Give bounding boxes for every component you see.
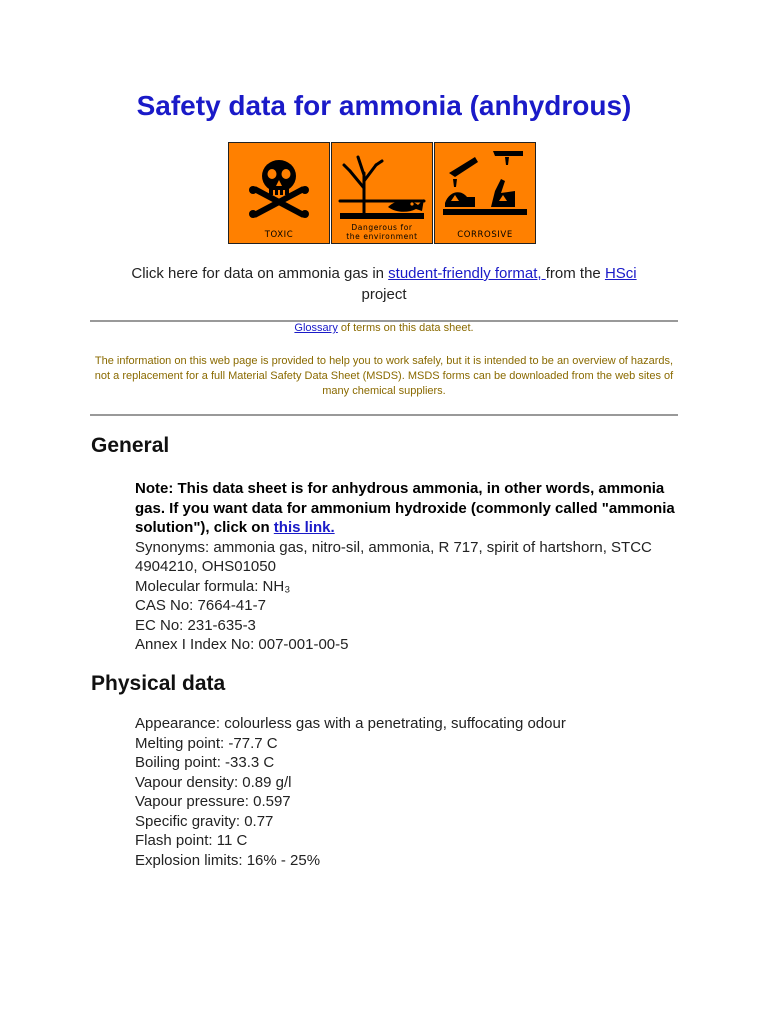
general-note-text: Note: This data sheet is for anhydrous ammonia, in other words, ammonia gas. If you want data for ammonium hydroxide (commonly called "ammonia solution"), click on	[135, 480, 675, 536]
hazard-label-corrosive: CORROSIVE	[457, 230, 513, 240]
glossary-text: of terms on this data sheet.	[337, 322, 474, 334]
ec-number: EC No: 231-635-3	[135, 616, 256, 634]
cas-number: CAS No: 7664-41-7	[135, 597, 266, 614]
hazard-label-environment	[332, 223, 432, 241]
intro-middle: from the	[545, 265, 605, 282]
specific-gravity: Specific gravity: 0.77	[135, 812, 274, 830]
general-section	[135, 479, 695, 655]
dead-tree-fish-icon	[332, 143, 432, 225]
section-heading-general: General	[91, 434, 170, 457]
divider-bottom	[90, 414, 678, 416]
melting-point: Melting point: -77.7 C	[135, 734, 278, 752]
intro-after: project	[361, 286, 407, 303]
molecular-formula: Molecular formula: NH₃	[135, 577, 291, 595]
flash-point: Flash point: 11 C	[135, 832, 248, 849]
corrosive-hand-icon	[435, 143, 535, 225]
hsci-link[interactable]: HSci	[604, 265, 637, 282]
hazard-toxic	[228, 142, 330, 244]
glossary-link[interactable]: Glossary	[294, 322, 338, 334]
intro-text	[90, 263, 678, 305]
synonyms: Synonyms: ammonia gas, nitro-sil, ammonia, R 717, spirit of hartshorn, STCC 4904210, OHS01050	[135, 538, 652, 575]
explosion-limits: Explosion limits: 16% - 25%	[135, 851, 321, 869]
disclaimer-notice: The information on this web page is provided to help you to work safely, but it is intended to be an overview of hazards, not a replacement for a full Material Safety Data Sheet (MSDS). MSDS forms can be downloaded from the web sites of many chemical suppliers.	[94, 355, 674, 397]
appearance: Appearance: colourless gas with a penetrating, suffocating odour	[135, 715, 566, 732]
vapour-pressure: Vapour pressure: 0.597	[135, 793, 291, 810]
hazard-label-environment-line1: Dangerous for	[351, 223, 413, 232]
glossary-line	[90, 322, 678, 334]
page-title: Safety data for ammonia (anhydrous)	[136, 90, 632, 121]
hazard-corrosive	[434, 142, 536, 244]
section-heading-physical: Physical data	[91, 672, 226, 695]
hazard-symbols	[228, 142, 540, 246]
physical-section	[135, 714, 695, 870]
skull-crossbones-icon	[229, 143, 329, 225]
annex-index-number: Annex I Index No: 007-001-00-5	[135, 636, 349, 653]
ammonia-solution-link[interactable]: this link.	[273, 519, 335, 536]
vapour-density: Vapour density: 0.89 g/l	[135, 773, 292, 791]
hazard-label-environment-line2: the environment	[346, 232, 418, 241]
boiling-point: Boiling point: -33.3 C	[135, 754, 275, 771]
hazard-label-toxic: TOXIC	[264, 230, 294, 240]
student-friendly-link[interactable]: student-friendly format,	[388, 265, 546, 282]
general-note	[135, 479, 695, 538]
intro-before: Click here for data on ammonia gas in	[131, 265, 389, 282]
hazard-environment	[331, 142, 433, 244]
